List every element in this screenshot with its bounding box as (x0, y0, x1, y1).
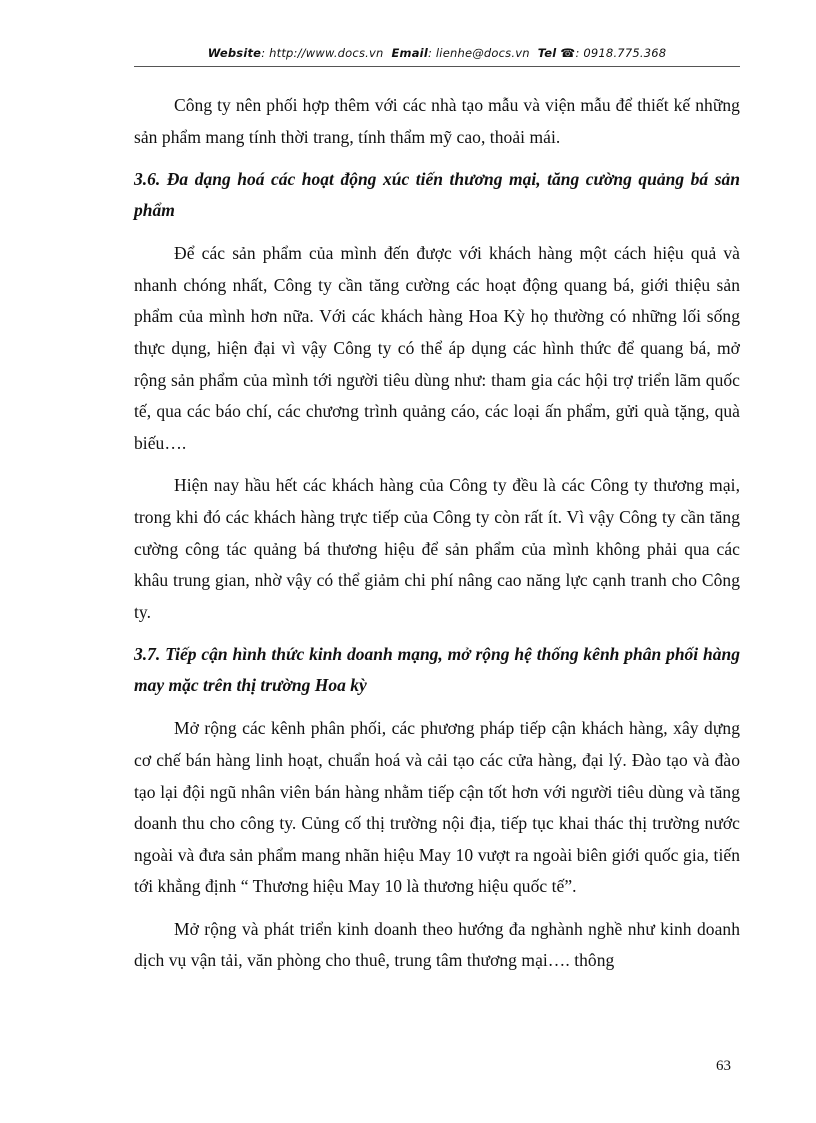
email-value: : lienhe@docs.vn (427, 46, 530, 60)
website-value: : http://www.docs.vn (261, 46, 384, 60)
paragraph-4: Mở rộng các kênh phân phối, các phương pháp tiếp cận khách hàng, xây dựng cơ chế bán hàng linh hoạt, chuẩn hoá và cải tạo các cửa hàng, đại lý. Đào tạo và đào tạo lại đội ngũ nhân viên bán hàng nhằm tiếp cận tốt hơn với người tiêu dùng và tăng doanh thu cho công ty. Củng cố thị trường nội địa, tiếp tục khai thác thị trường nước ngoài và đưa sản phẩm mang nhãn hiệu May 10 vượt ra ngoài biên giới quốc gia, tiến tới khẳng định “ Thương hiệu May 10 là thương hiệu quốc tế”. (134, 718, 740, 897)
paragraph-1: Công ty nên phối hợp thêm với các nhà tạo mẫu và viện mẫu để thiết kế những sản phẩm mang tính thời trang, tính thẩm mỹ cao, thoải mái. (134, 95, 740, 147)
page-number: 63 (716, 1058, 731, 1074)
tel-label: Tel (537, 46, 557, 60)
section-heading-3-7: 3.7. Tiếp cận hình thức kinh doanh mạng, mở rộng hệ thống kênh phân phối hàng may mặc trên thị trường Hoa kỳ (134, 644, 740, 696)
paragraph-5: Mở rộng và phát triển kinh doanh theo hướng đa nghành nghề như kinh doanh dịch vụ vận tải, văn phòng cho thuê, trung tâm thương mại…. thông (134, 918, 740, 971)
website-label: Website (207, 46, 262, 60)
section-heading-3-6: 3.6. Đa dạng hoá các hoạt động xúc tiến thương mại, tăng cường quảng bá sản phẩm (134, 169, 740, 221)
paragraph-2: Để các sản phẩm của mình đến được với khách hàng một cách hiệu quả và nhanh chóng nhất, Công ty cần tăng cường các hoạt động quang bá, giới thiệu sản phẩm của mình hơn nữa. Với các khách hàng Hoa Kỳ họ thường có những lối sống thực dụng, hiện đại vì vậy Công ty có thể áp dụng các hình thức để quang bá, mở rộng sản phẩm của mình tới người tiêu dùng như: tham gia các hội trợ triển lãm quốc tế, qua các báo chí, các chương trình quảng cáo, các loại ấn phẩm, gửi quà tặng, quà biếu…. (134, 243, 740, 453)
header-divider (134, 66, 740, 67)
paragraph-3: Hiện nay hầu hết các khách hàng của Công ty đều là các Công ty thương mại, trong khi đó các khách hàng trực tiếp của Công ty còn rất ít. Vì vậy Công ty cần tăng cường công tác quảng bá thương hiệu để sản phẩm của mình không phải qua các khâu trung gian, nhờ vậy có thể giảm chi phí nâng cao năng lực cạnh tranh cho Công ty. (134, 475, 740, 622)
email-label: Email (391, 46, 428, 60)
telephone-icon: ☎ (560, 46, 576, 60)
page-header (134, 46, 740, 60)
tel-value: : 0918.775.368 (575, 46, 667, 60)
document-body (134, 90, 740, 988)
